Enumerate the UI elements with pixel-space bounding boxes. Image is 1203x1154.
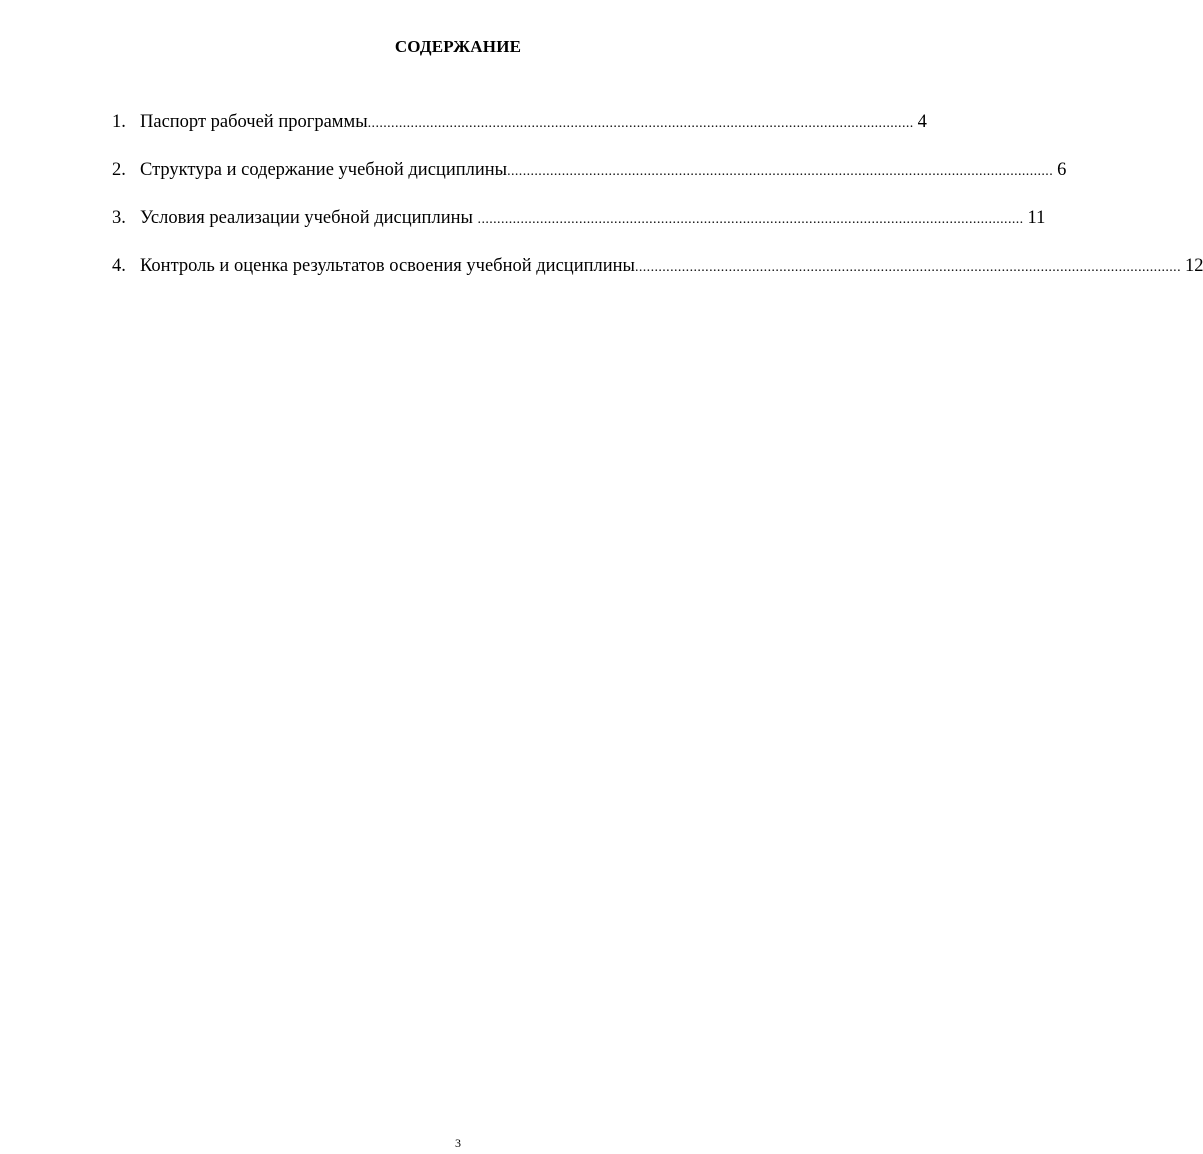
toc-entry-3 bbox=[112, 206, 1046, 230]
toc-dot-leader: ............................................................................................................................................ bbox=[367, 116, 914, 131]
toc-entry-number: 1. bbox=[112, 112, 126, 132]
toc-entry-2 bbox=[112, 158, 1067, 182]
toc-entry-label: Контроль и оценка результатов освоения учебной дисциплины bbox=[140, 256, 635, 276]
toc-entry-label: Паспорт рабочей программы bbox=[140, 112, 368, 132]
toc-entry-number: 2. bbox=[112, 160, 126, 180]
toc-entry-label: Структура и содержание учебной дисциплины bbox=[140, 160, 508, 180]
toc-entry-4 bbox=[112, 254, 1203, 278]
toc-entry-line bbox=[140, 110, 927, 136]
toc-entry-line bbox=[140, 206, 1046, 232]
toc-dot-leader: ............................................................................................................................................ bbox=[477, 212, 1024, 227]
toc-entry-page: 4 bbox=[917, 112, 927, 132]
toc-entry-page: 6 bbox=[1057, 160, 1067, 180]
page-title: СОДЕРЖАНИЕ bbox=[394, 37, 522, 56]
toc-entry-number: 3. bbox=[112, 208, 126, 228]
toc-entry-page: 12 bbox=[1184, 256, 1203, 276]
toc-entry-label: Условия реализации учебной дисциплины bbox=[140, 208, 478, 228]
toc-entry-line bbox=[140, 254, 1203, 280]
table-of-contents bbox=[112, 110, 1203, 302]
toc-dot-leader: ............................................................................................................................................ bbox=[507, 164, 1054, 179]
page-number: 3 bbox=[455, 1136, 461, 1150]
toc-entry-line bbox=[140, 158, 1067, 184]
toc-entry-page: 11 bbox=[1027, 208, 1046, 228]
toc-entry-1 bbox=[112, 110, 927, 134]
toc-entry-number: 4. bbox=[112, 256, 126, 276]
toc-dot-leader: ............................................................................................................................................ bbox=[634, 260, 1181, 275]
